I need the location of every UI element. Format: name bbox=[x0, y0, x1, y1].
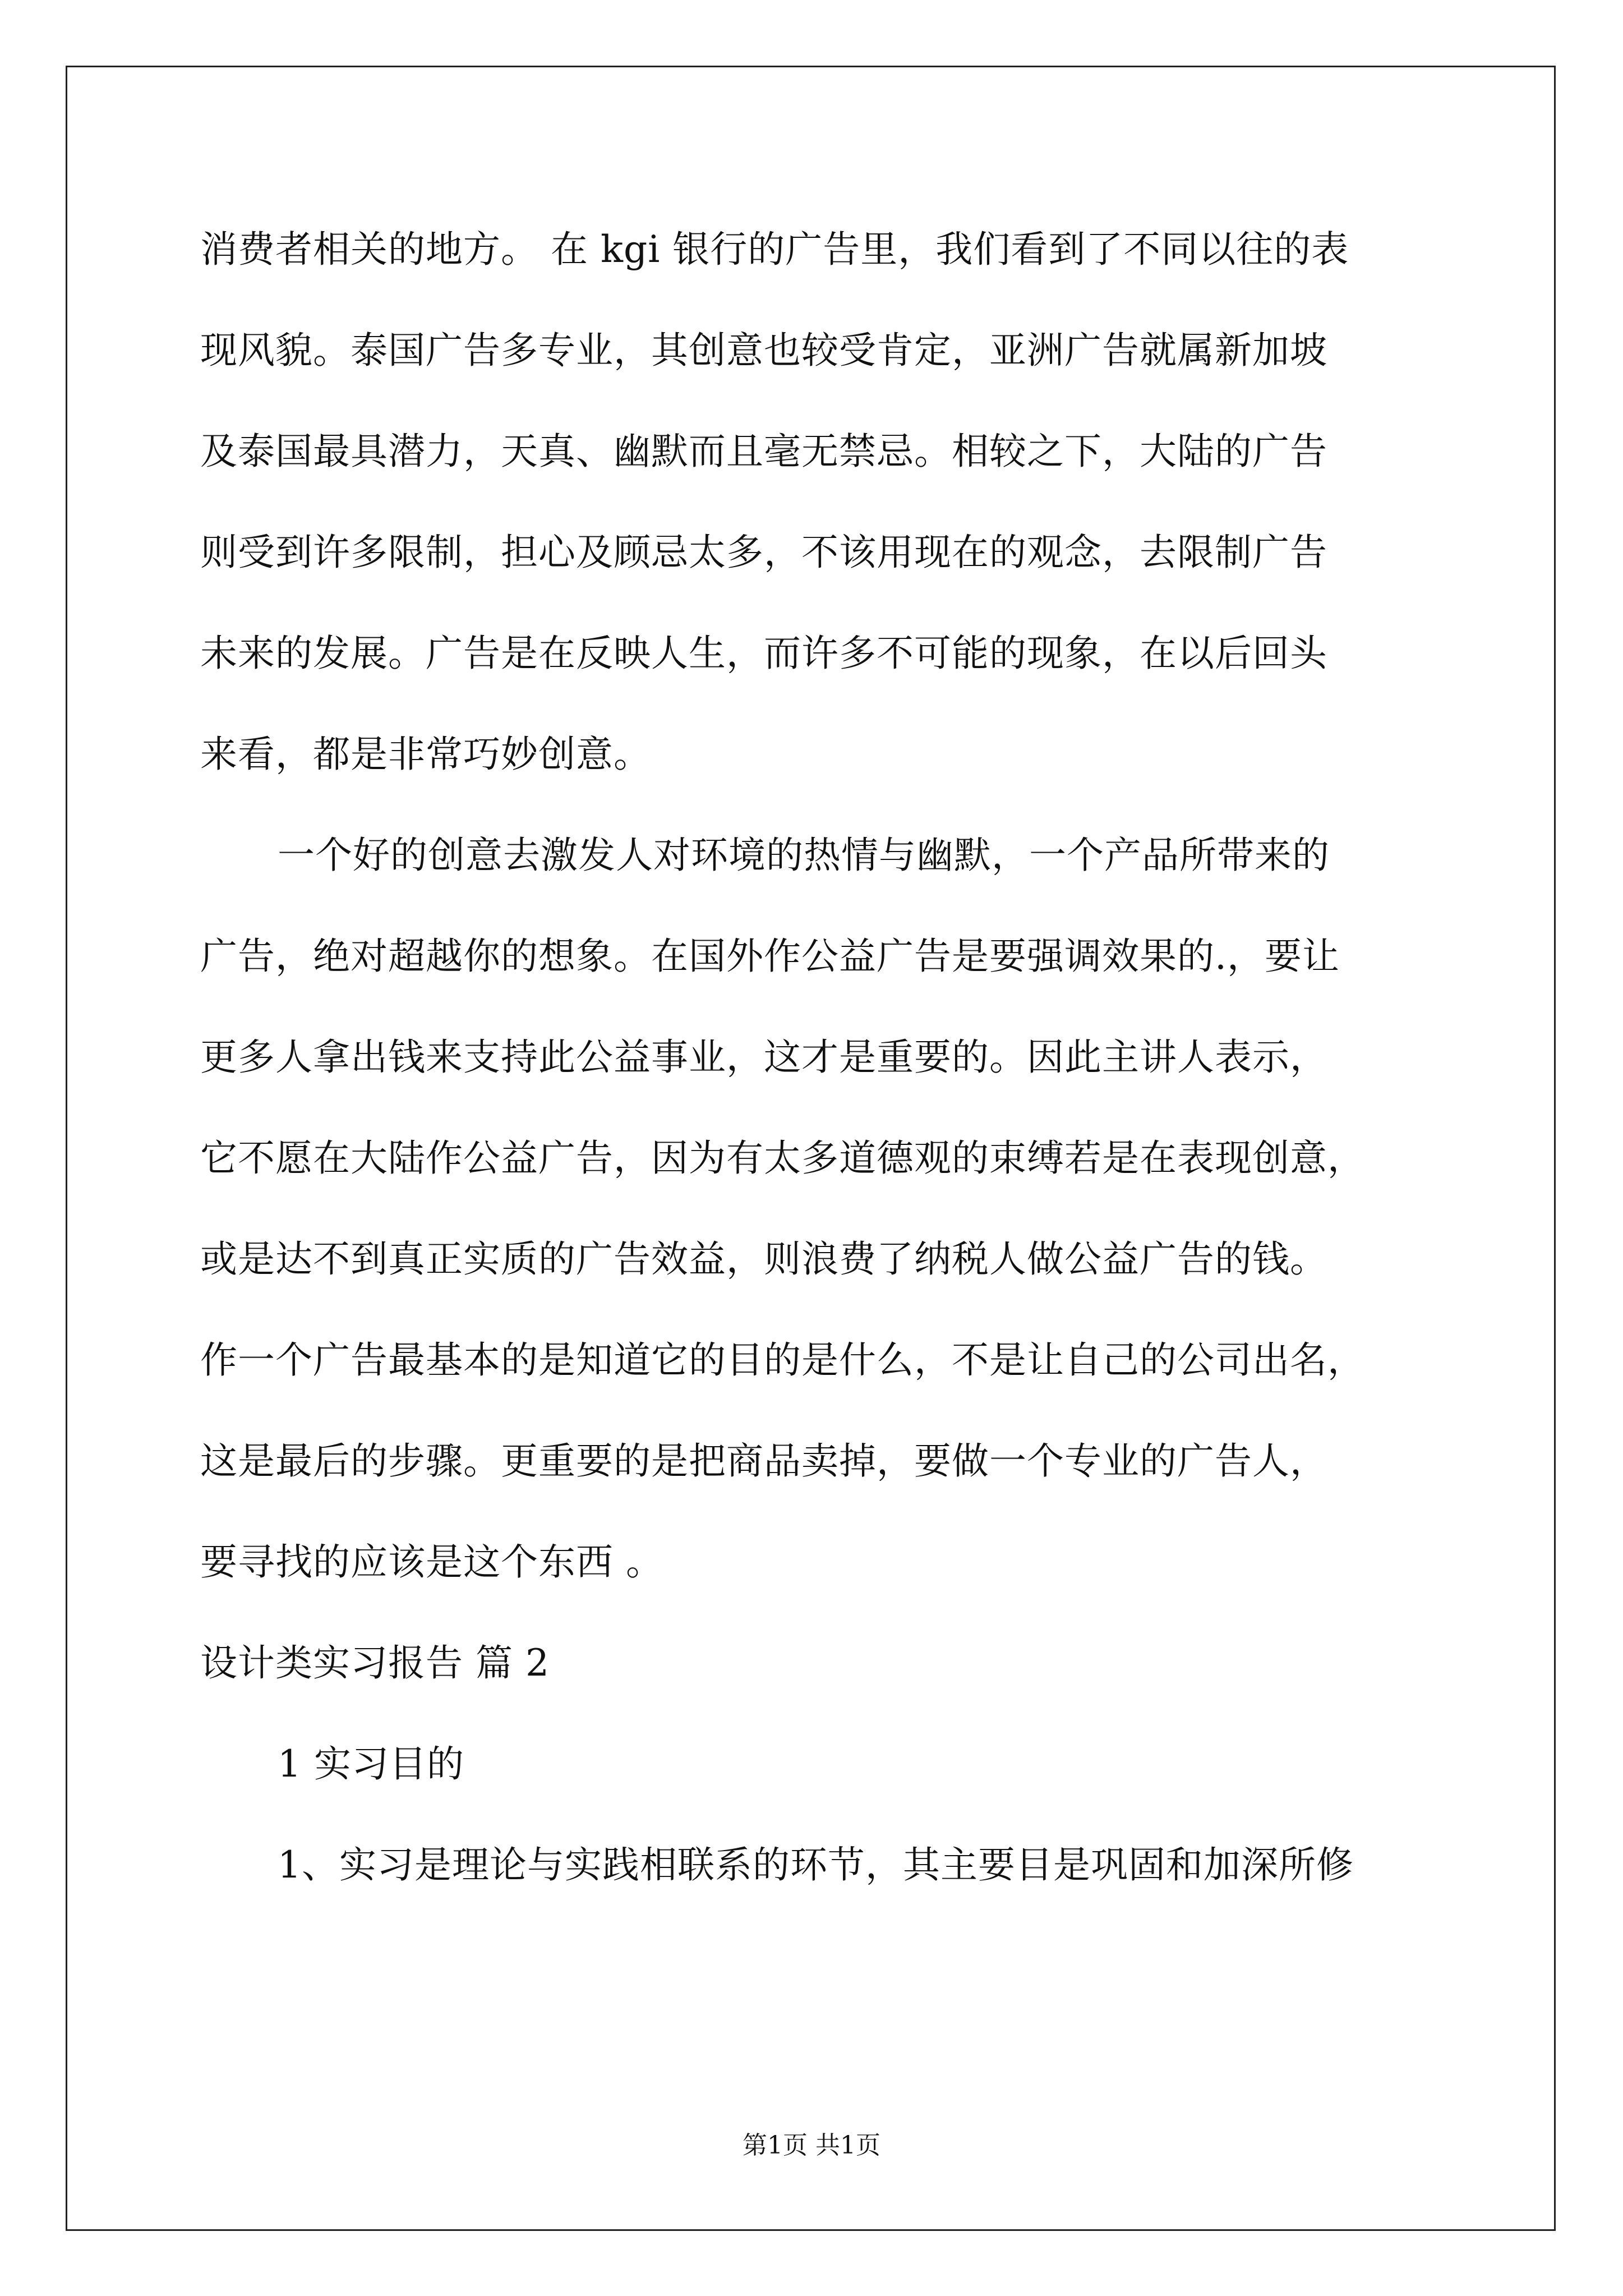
body-line-7: 一个好的创意去激发人对环境的热情与幽默，一个产品所带来的 bbox=[278, 834, 1330, 877]
body-line-1: 消费者相关的地方。 在 kgi 银行的广告里，我们看到了不同以往的表 bbox=[200, 228, 1349, 271]
body-line-13: 这是最后的步骤。更重要的是把商品卖掉，要做一个专业的广告人， bbox=[200, 1439, 1327, 1483]
body-line-2: 现风貌。泰国广告多专业，其创意也较受肯定，亚洲广告就属新加坡 bbox=[200, 329, 1327, 372]
body-line-11: 或是达不到真正实质的广告效益，则浪费了纳税人做公益广告的钱。 bbox=[200, 1237, 1327, 1281]
body-line-3: 及泰国最具潜力，天真、幽默而且毫无禁忌。相较之下，大陆的广告 bbox=[200, 430, 1327, 473]
body-line-9: 更多人拿出钱来支持此公益事业，这才是重要的。因此主讲人表示， bbox=[200, 1036, 1327, 1079]
body-line-10: 它不愿在大陆作公益广告，因为有太多道德观的束缚若是在表现创意， bbox=[200, 1137, 1365, 1180]
body-line-8: 广告，绝对超越你的想象。在国外作公益广告是要强调效果的.，要让 bbox=[200, 935, 1340, 978]
section-title: 设计类实习报告 篇 2 bbox=[200, 1641, 550, 1685]
body-line-4: 则受到许多限制，担心及顾忌太多，不该用现在的观念，去限制广告 bbox=[200, 531, 1327, 574]
body-line-14: 要寻找的应该是这个东西 。 bbox=[200, 1540, 663, 1584]
subsection-title: 1 实习目的 bbox=[278, 1742, 464, 1786]
body-line-last: 1、实习是理论与实践相联系的环节，其主要目是巩固和加深所修 bbox=[278, 1843, 1354, 1887]
page-number-footer: 第1页 共1页 bbox=[743, 2131, 880, 2160]
body-line-12: 作一个广告最基本的是知道它的目的是什么，不是让自己的公司出名， bbox=[200, 1338, 1365, 1382]
body-line-5: 未来的发展。广告是在反映人生，而许多不可能的现象，在以后回头 bbox=[200, 632, 1327, 675]
body-line-6: 来看，都是非常巧妙创意。 bbox=[200, 733, 651, 776]
